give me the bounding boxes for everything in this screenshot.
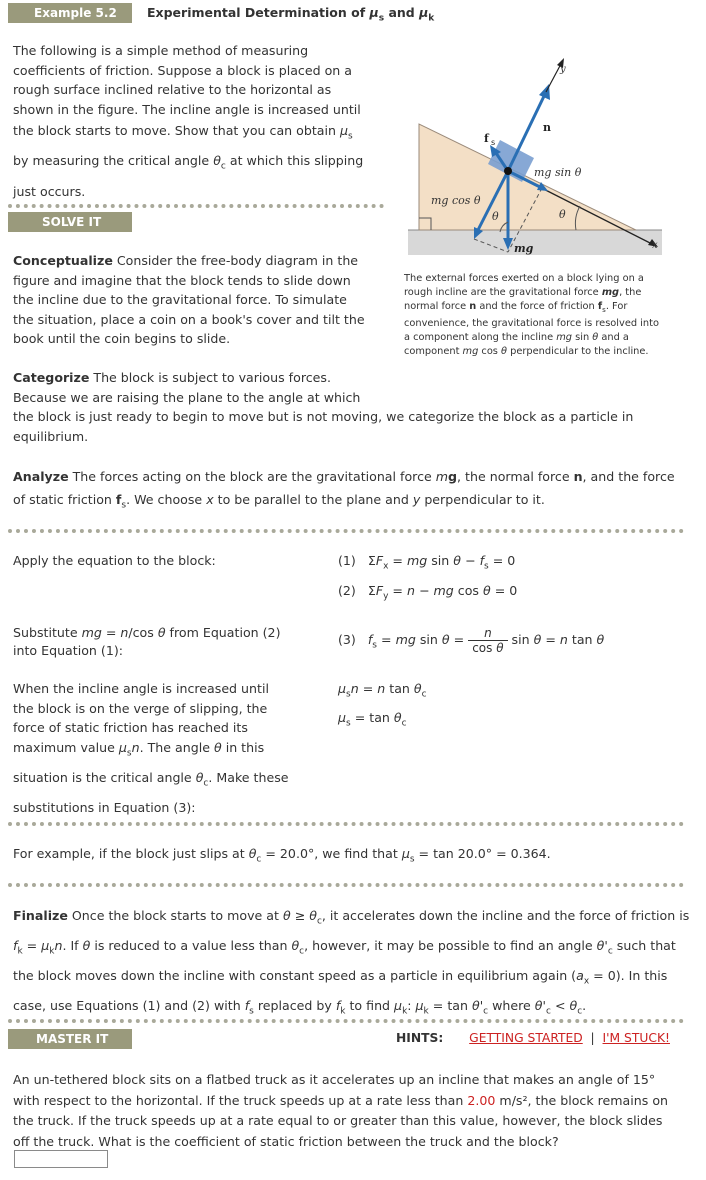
incline — [419, 124, 636, 230]
conceptualize-text: Conceptualize Consider the free-body diagram in the figure and imagine that the block tends to slide down the incline due to the gravitational force. To simulate the situation, place a coin on a book's cover and tilt the book until the coin begins to slide. — [13, 253, 365, 347]
divider — [8, 883, 684, 887]
when-text: When the incline angle is increased until the block is on the verge of slipping, the force of static friction has reached its maximum value $\mu_sn$. The angle θ in this situation is the critical angle $\theta_c$. Make these substitutions in Equation (3): — [13, 681, 289, 815]
answer-input[interactable] — [14, 1150, 108, 1168]
hints-bar — [396, 1031, 670, 1045]
analyze-text: Analyze The forces acting on the block are the gravitational force mg, the normal force n, and the force of static friction $f_s$. We choose x to be parallel to the plane and y perpendicular to it. — [13, 469, 675, 511]
mg-sin-label: mg sin θ — [534, 166, 582, 179]
equation-4: $\mu_sn = n$ $\tan \theta_c$ — [338, 681, 427, 700]
finalize-text: Finalize Once the block starts to move at $\theta \ge \theta_c$, it accelerates down the incline and the force of friction is $f_k = \mu_kn$. If θ is reduced to a value less than $\theta_c$, however, it may be possible to find an angle $\theta'_c$ such that the block moves down the incline with constant speed as a particle in equilibrium again $(a_x = 0)$. In this case, use Equations (1) and (2) with $f_s$ replaced by $f_k$ to find $\mu_k$: $\mu_k = \tan \theta'_c$ where $\theta'_c < \theta_c$. — [13, 908, 690, 1017]
equation-2: (2) $\Sigma F_y = n$ − mg cos θ = 0 — [338, 583, 518, 602]
mg-cos-label: mg cos θ — [431, 194, 481, 207]
getting-started-link[interactable]: GETTING STARTED — [469, 1031, 583, 1045]
equation-3: (3) $f_s$ = mg sin θ = $\frac{n}{\text{cos θ}}$ sin θ = n tan θ — [338, 626, 605, 655]
solve-it-badge: SOLVE IT — [8, 212, 132, 232]
substitute-text: Substitute mg = n/cos θ from Equation (2) into Equation (1): — [13, 625, 281, 658]
example-text: For example, if the block just slips at $\theta_c = 20.0^\circ$, we find that $\mu_s = \tan 20.0^\circ = 0.364$. — [13, 846, 551, 865]
normal-label: n — [543, 121, 551, 134]
master-problem-text: An un-tethered block sits on a flatbed truck as it accelerates up an incline that makes an angle of 15° with respect to the horizontal. If the truck speeds up at a rate less than 2.00 m/s², the block remains on the truck. If the truck speeds up at a rate equal to or greater than this value, however, the block slides off the truck. What is the coefficient of static friction between the truck and the block? — [13, 1072, 669, 1149]
apply-label: Apply the equation to the block: — [13, 553, 216, 568]
x-axis-label: x — [652, 240, 658, 251]
divider — [8, 529, 684, 533]
theta-label: θ — [559, 208, 566, 221]
ground — [408, 230, 662, 255]
figure-caption: The external forces exerted on a block lying on a rough incline are the gravitational force mg, the normal force n and the force of friction $f_s$. For convenience, the gravitational force is resolved into a component along the incline mg sin θ and a component mg cos θ perpendicular to the incline. — [404, 273, 659, 357]
hints-label: HINTS: — [396, 1031, 444, 1045]
divider — [8, 204, 384, 208]
im-stuck-link[interactable]: I'M STUCK! — [602, 1031, 670, 1045]
divider — [8, 1019, 684, 1023]
equation-5: $\mu_s = \tan \theta_c$ — [338, 710, 407, 729]
categorize-text: Categorize The block is subject to various forces. Because we are raising the plane to the angle at which the block is just ready to begin to move but is not moving, we categorize the block as a particle in equilibrium. — [13, 370, 634, 444]
svg-text:s: s — [491, 138, 496, 147]
master-it-badge: MASTER IT — [8, 1029, 132, 1049]
example-title: Experimental Determination of $\mu_s$ and $\mu_k$ — [147, 5, 435, 24]
y-axis-label: y — [560, 64, 566, 75]
intro-text: The following is a simple method of measuring coefficients of friction. Suppose a block is placed on a rough surface inclined relative to the horizontal as shown in the figure. The incline angle is increased until the block starts to move. Show that you can obtain $\mu_s$ by measuring the critical angle $\theta_c$ at which this slipping just occurs. — [13, 43, 364, 199]
divider — [8, 822, 684, 826]
equation-1: (1) $\Sigma F_x$ = mg $\sin \theta - f_s = 0$ — [338, 553, 516, 572]
theta-label: θ — [492, 210, 499, 223]
incline-figure — [404, 56, 670, 266]
mg-label: mg — [514, 242, 534, 255]
hints-separator: | — [590, 1031, 595, 1045]
example-badge: Example 5.2 — [8, 3, 132, 23]
friction-label: f — [484, 132, 489, 145]
